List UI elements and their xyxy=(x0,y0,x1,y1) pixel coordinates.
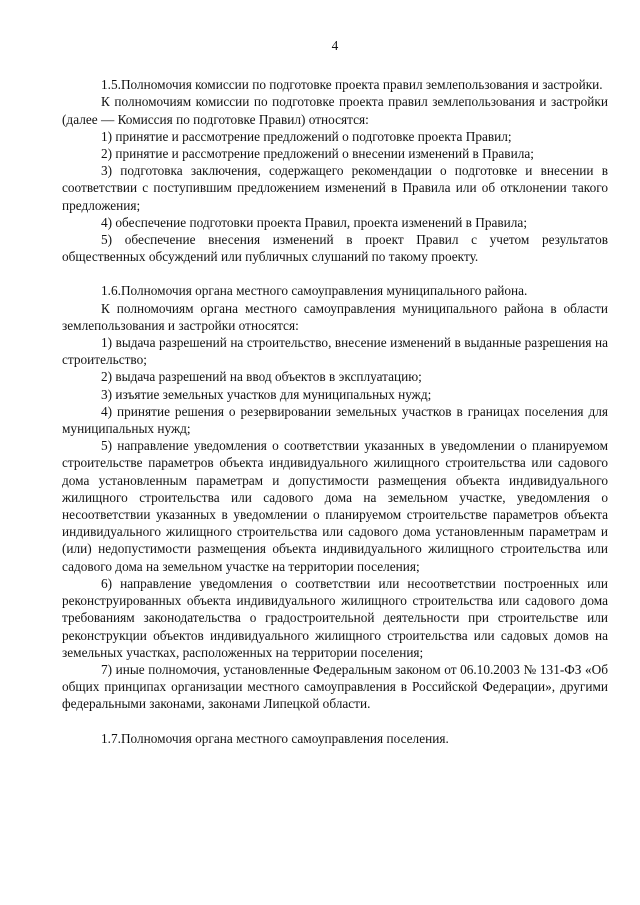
section-heading: 1.5.Полномочия комиссии по подготовке проекта правил землепользования и застройки. xyxy=(101,77,603,93)
section-1-5 xyxy=(62,76,608,265)
section-spacer xyxy=(62,265,608,282)
section-1-6 xyxy=(62,282,608,712)
list-item: 5) обеспечение внесения изменений в проект Правил с учетом результатов общественных обсуждений или публичных слушаний по такому проекту. xyxy=(62,232,608,265)
paragraph: К полномочиям органа местного самоуправления муниципального района в области землепользования и застройки относятся: xyxy=(62,300,608,333)
list-item: 2) принятие и рассмотрение предложений о внесении изменений в Правила; xyxy=(101,146,534,162)
section-heading: 1.6.Полномочия органа местного самоуправления муниципального района. xyxy=(101,283,528,299)
list-item: 4) обеспечение подготовки проекта Правил, проекта изменений в Правила; xyxy=(101,214,528,230)
list-item: 3) изъятие земельных участков для муниципальных нужд; xyxy=(101,386,432,402)
list-item: 6) направление уведомления о соответствии или несоответствии построенных или реконструированных объекта индивидуального жилищного строительства или садового дома требованиям законодательства о градостроительной деятельности при строительстве или реконструкции объектов индивидуального жилищного строительства или садовых домов на земельных участках, расположенных на территории поселения; xyxy=(62,575,608,660)
list-item: 2) выдача разрешений на ввод объектов в эксплуатацию; xyxy=(101,369,422,385)
list-item: 1) принятие и рассмотрение предложений о подготовке проекта Правил; xyxy=(101,128,512,144)
list-item: 3) подготовка заключения, содержащего рекомендации о подготовке и внесении в соответствии с поступившим предложением изменений в Правила или об отклонении такого предложения; xyxy=(62,163,608,213)
list-item: 1) выдача разрешений на строительство, внесение изменений в выданные разрешения на строительство; xyxy=(62,335,608,368)
page-number: 4 xyxy=(331,38,339,53)
list-item: 7) иные полномочия, установленные Федеральным законом от 06.10.2003 № 131-ФЗ «Об общих принципах организации местного самоуправления в Российской Федерации», другими федеральными законами, законами Липецкой области. xyxy=(62,661,608,712)
section-heading: 1.7.Полномочия органа местного самоуправления поселения. xyxy=(101,730,449,746)
list-item: 4) принятие решения о резервировании земельных участков в границах поселения для муниципальных нужд; xyxy=(62,403,608,437)
section-spacer xyxy=(62,713,608,730)
section-1-7 xyxy=(62,730,608,747)
list-item: 5) направление уведомления о соответствии указанных в уведомлении о планируемом строительстве параметров объекта индивидуального жилищного строительства или садового дома установленным параметрам и допустимости размещения объекта индивидуального жилищного строительства или садового дома на земельном участке, уведомления о несоответствии указанных в уведомлении о планируемом строительстве параметров объекта индивидуального жилищного строительства или садового дома установленным параметрам и (или) недопустимости размещения объекта индивидуального жилищного строительства или садового дома на земельном участке на территории поселения; xyxy=(62,438,608,574)
paragraph: К полномочиям комиссии по подготовке проекта правил землепользования и застройки (далее — Комиссия по подготовке Правил) относятся: xyxy=(62,94,608,127)
